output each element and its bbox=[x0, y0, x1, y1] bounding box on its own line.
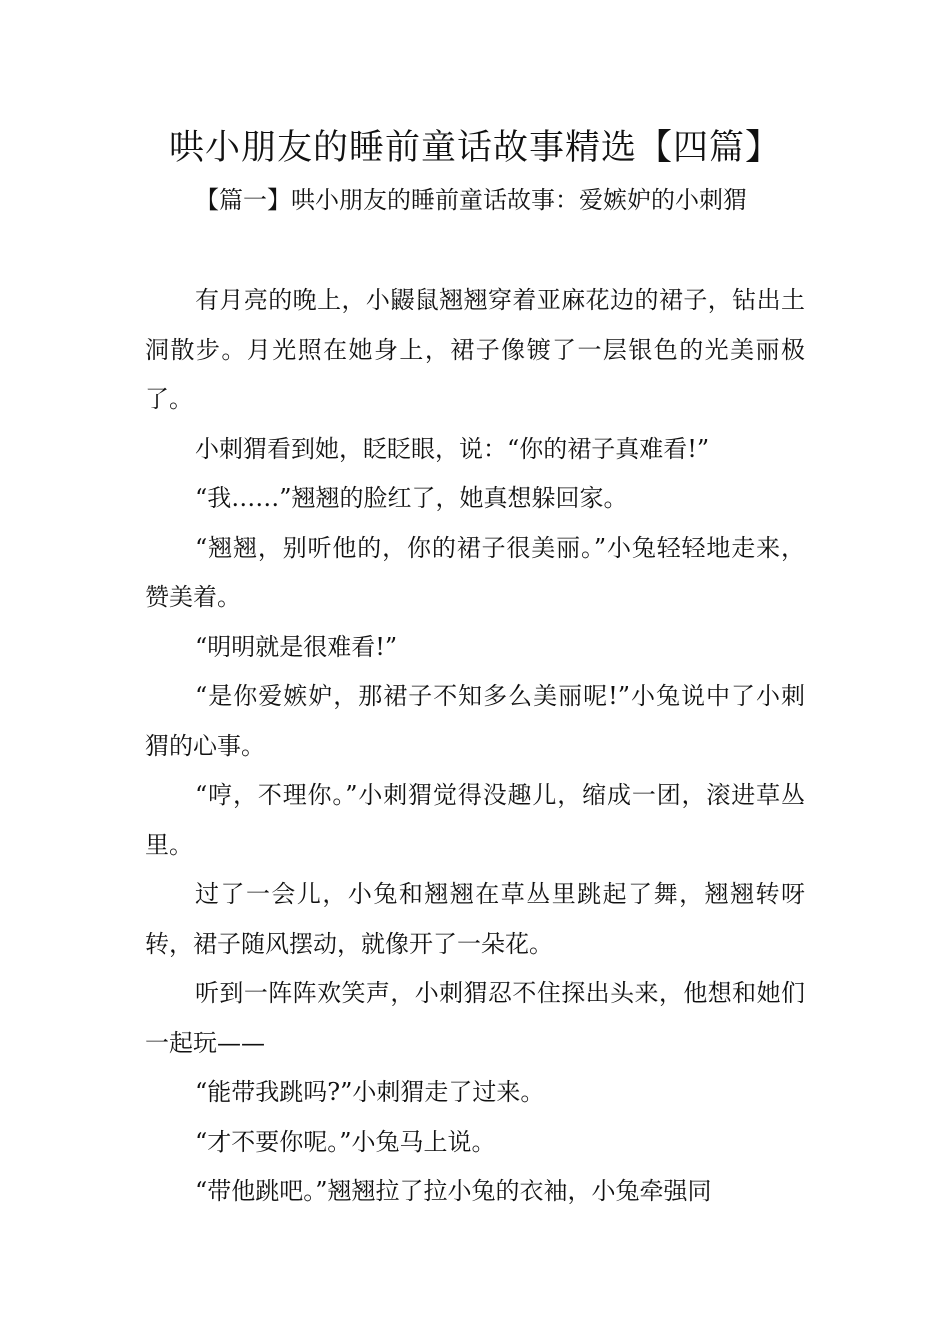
section-heading: 【篇一】哄小朋友的睡前童话故事：爱嫉妒的小刺猬 bbox=[195, 186, 747, 214]
paragraph: 听到一阵阵欢笑声，小刺猬忍不住探出头来，他想和她们一起玩—— bbox=[145, 979, 805, 1057]
paragraph: “才不要你呢。”小兔马上说。 bbox=[195, 1127, 496, 1156]
paragraph: “哼，不理你。”小刺猬觉得没趣儿，缩成一团，滚进草丛里。 bbox=[145, 781, 805, 859]
paragraph: “明明就是很难看!” bbox=[195, 632, 398, 661]
paragraph: 过了一会儿，小兔和翘翘在草丛里跳起了舞，翘翘转呀转，裙子随风摆动，就像开了一朵花。 bbox=[145, 880, 805, 958]
paragraph: 小刺猬看到她，眨眨眼，说：“你的裙子真难看!” bbox=[195, 434, 710, 463]
paragraph: 有月亮的晚上，小鼹鼠翘翘穿着亚麻花边的裙子，钻出土洞散步。月光照在她身上，裙子像镀了一层银色的光美丽极了。 bbox=[145, 286, 805, 413]
paragraph: “带他跳吧。”翘翘拉了拉小兔的衣袖，小兔牵强同 bbox=[195, 1177, 712, 1205]
paragraph: “我……”翘翘的脸红了，她真想躲回家。 bbox=[195, 484, 628, 512]
paragraph: “翘翘，别听他的，你的裙子很美丽。”小兔轻轻地走来，赞美着。 bbox=[145, 533, 805, 611]
paragraph: “能带我跳吗?”小刺猬走了过来。 bbox=[195, 1078, 545, 1106]
paragraph: “是你爱嫉妒，那裙子不知多么美丽呢!”小兔说中了小刺猬的心事。 bbox=[145, 682, 805, 760]
story-body bbox=[145, 276, 805, 1217]
document-title: 哄小朋友的睡前童话故事精选【四篇】 bbox=[168, 128, 781, 168]
